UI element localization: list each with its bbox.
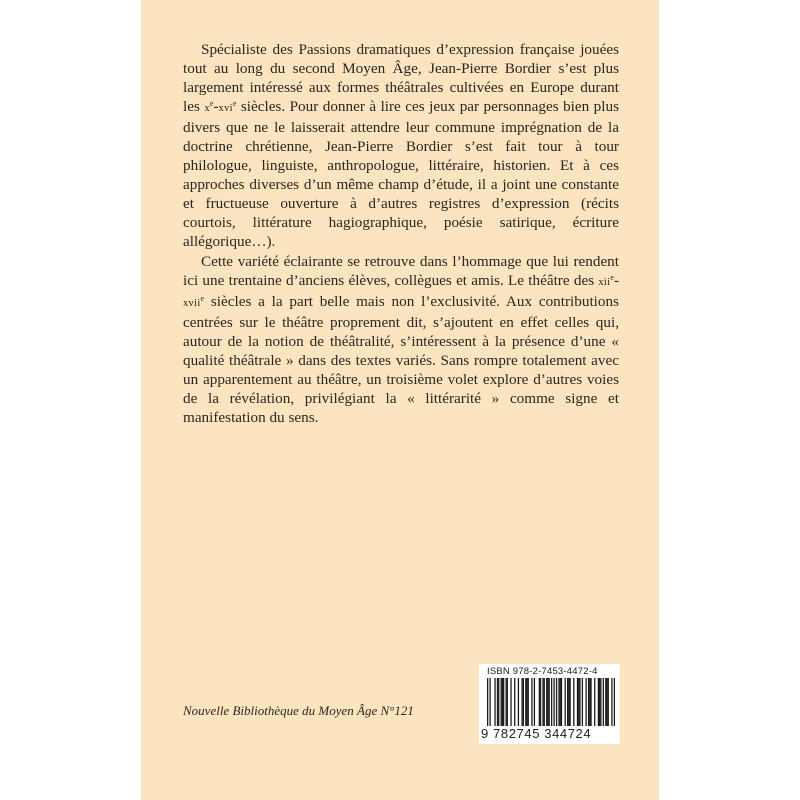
barcode-bar bbox=[507, 678, 508, 726]
century-from-sup: e bbox=[209, 99, 214, 109]
barcode-bar bbox=[494, 678, 495, 726]
barcode-bar bbox=[523, 678, 524, 726]
barcode-bar bbox=[603, 678, 604, 726]
barcode-bar bbox=[503, 678, 504, 726]
century-dash: - bbox=[213, 98, 219, 116]
barcode-bar bbox=[510, 678, 511, 726]
barcode-bar bbox=[518, 678, 519, 726]
barcode-bar bbox=[611, 678, 612, 726]
barcode-bar bbox=[614, 678, 615, 726]
barcode-bar bbox=[489, 678, 490, 726]
century-to: xvi bbox=[218, 103, 233, 115]
barcode-bar bbox=[582, 678, 583, 726]
barcode-bar bbox=[558, 678, 559, 726]
barcode-bar bbox=[556, 678, 557, 726]
barcode-bar bbox=[600, 678, 601, 726]
barcode-bar bbox=[531, 678, 532, 726]
barcode-bar bbox=[585, 678, 586, 726]
barcode-bar bbox=[549, 678, 550, 726]
barcode-bar bbox=[608, 678, 609, 726]
paragraph-2 bbox=[183, 252, 619, 427]
barcode-bar bbox=[521, 678, 522, 726]
century-from: xii bbox=[598, 276, 611, 288]
barcode-bar bbox=[569, 678, 570, 726]
paragraph-1-part-2: siècles. Pour donner à lire ces jeux par personnages bien plus divers que ne le laisserait attendre leur commune imprégnation de la doctrine chrétienne, Jean-Pierre Bordier s’est fait tour à tour philologue, linguiste, anthropologue, littéraire, historien. Et à ces approches diverses d’un même champ d’étude, il a joint une constante et fructueuse ouverture à d’autres registres d’expression (récits courtois, littérature hagiographique, poésie satirique, écriture allégorique…). bbox=[183, 98, 619, 251]
barcode-bar bbox=[561, 678, 562, 726]
barcode-bar bbox=[598, 678, 599, 726]
barcode-bar bbox=[589, 678, 590, 726]
century-dash: - bbox=[613, 271, 619, 289]
barcode-bar bbox=[578, 678, 579, 726]
century-to-sup: e bbox=[200, 293, 205, 303]
barcode-bar bbox=[560, 678, 561, 726]
paragraph-2-part-1: Cette variété éclairante se retrouve dans l’hommage que lui rendent ici une trentaine d’anciens élèves, collègues et amis. Le théâtre des bbox=[183, 252, 619, 289]
barcode-bar bbox=[590, 678, 591, 726]
barcode-bar bbox=[497, 678, 498, 726]
barcode-bar bbox=[567, 678, 568, 726]
century-to: xvii bbox=[183, 297, 201, 309]
barcode-bar bbox=[502, 678, 503, 726]
barcode-bar bbox=[514, 678, 515, 726]
barcode-bar bbox=[542, 678, 543, 726]
barcode-bar bbox=[544, 678, 545, 726]
blurb-text bbox=[183, 40, 619, 427]
barcode-bar bbox=[546, 678, 547, 726]
barcode-bar bbox=[539, 678, 540, 726]
barcode-bar bbox=[547, 678, 548, 726]
barcode-bar bbox=[501, 678, 502, 726]
barcode-bar bbox=[534, 678, 535, 726]
century-from-sup: e bbox=[610, 272, 614, 282]
barcode-bars bbox=[487, 678, 615, 726]
century-to-sup: e bbox=[232, 99, 237, 109]
paragraph-1 bbox=[183, 40, 619, 252]
barcode-bar bbox=[594, 678, 595, 726]
barcode-bar bbox=[505, 678, 506, 726]
barcode-block bbox=[479, 664, 620, 744]
barcode-bar bbox=[568, 678, 569, 726]
barcode-bar bbox=[525, 678, 526, 726]
series-title: Nouvelle Bibliothèque du Moyen Âge N°121 bbox=[183, 703, 414, 718]
barcode-bar bbox=[579, 678, 580, 726]
barcode-bar bbox=[498, 678, 499, 726]
barcode-bar bbox=[551, 678, 552, 726]
barcode-bar bbox=[540, 678, 541, 726]
barcode-bar bbox=[565, 678, 566, 726]
barcode-bar bbox=[528, 678, 529, 726]
barcode-bar bbox=[573, 678, 574, 726]
barcode-bar bbox=[599, 678, 600, 726]
barcode-digits: 9 782745 344724 bbox=[481, 726, 592, 741]
barcode-bar bbox=[553, 678, 554, 726]
barcode-bar bbox=[588, 678, 589, 726]
century-from: x bbox=[204, 103, 210, 115]
barcode-bar bbox=[577, 678, 578, 726]
barcode-bar bbox=[606, 678, 607, 726]
barcode-bar bbox=[526, 678, 527, 726]
barcode-bar bbox=[487, 678, 488, 726]
isbn-label: ISBN 978-2-7453-4472-4 bbox=[487, 666, 598, 677]
barcode-bar bbox=[605, 678, 606, 726]
paragraph-1-part-1: Spécialiste des Passions dramatiques d’expression française jouées tout au long du second Moyen Âge, Jean-Pierre Bordier s’est plus largement intéressé aux formes théâtrales cultivées en Europe durant les bbox=[183, 41, 619, 116]
paragraph-2-part-2: siècles a la part belle mais non l’exclusivité. Aux contributions centrées sur le théâtre proprement dit, s’ajoutent en effet celles qui, autour de la notion de théâtralité, s’intéressent à la présence d’une « qualité théâtrale » dans des textes variés. Sans rompre totalement avec un apparentement au théâtre, un troisième volet explore d’autres voies de la révélation, privilégiant la « littérarité » comme signe et manifestation du sens. bbox=[183, 292, 619, 426]
